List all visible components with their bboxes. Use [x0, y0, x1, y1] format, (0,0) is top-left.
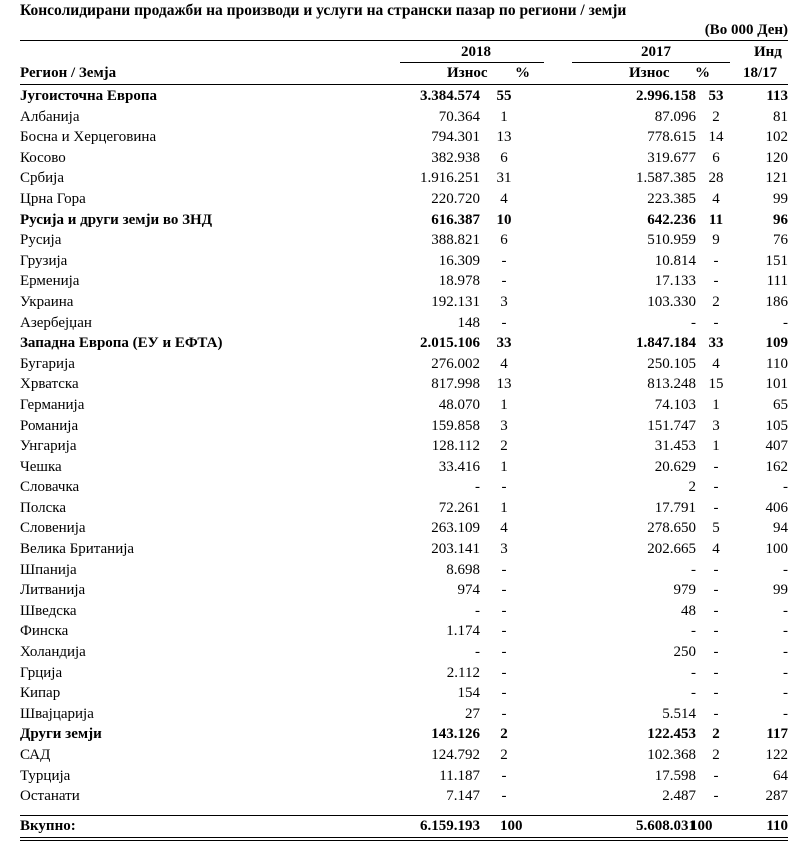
amount-2017-cell: 10.814	[654, 252, 696, 269]
pct-2017-cell: 28	[708, 170, 724, 187]
region-name-cell: Унгарија	[20, 438, 77, 455]
pct-2018-cell: 3	[500, 541, 508, 558]
amount-2018-cell: 192.131	[431, 293, 480, 310]
pct-2017-cell: -	[713, 623, 719, 640]
table-row	[20, 168, 788, 189]
amount-2018-cell: 154	[457, 685, 480, 702]
amount-2018-cell: 1.174	[446, 623, 480, 640]
amount-2017-cell: 278.650	[647, 520, 696, 537]
pct-2018-cell: -	[501, 314, 507, 331]
pct-2018-cell: -	[501, 685, 507, 702]
region-name-cell: Словачка	[20, 479, 80, 496]
table-row	[20, 745, 788, 766]
table-row	[20, 127, 788, 148]
region-name-cell: САД	[20, 747, 51, 763]
amount-2018-cell: 388.821	[431, 232, 480, 249]
region-name-cell: Хрватска	[20, 376, 79, 393]
amount-2017-cell: 813.248	[647, 376, 696, 393]
index-18-17-cell: -	[783, 479, 788, 496]
index-18-17-cell: 122	[765, 747, 788, 763]
region-name-cell: Кипар	[20, 685, 61, 702]
region-name-cell: Германија	[20, 396, 85, 413]
table-row	[20, 436, 788, 457]
index-18-17-cell: 120	[765, 149, 788, 166]
amount-2017-cell: 2.487	[662, 788, 696, 805]
index-18-17-cell: 94	[773, 520, 788, 537]
amount-2018-cell: 70.364	[438, 108, 480, 125]
pct-2017-cell: 53	[708, 88, 724, 104]
pct-2018-cell: -	[501, 788, 507, 805]
table-row	[20, 498, 788, 519]
amount-2017-cell: 17.598	[654, 767, 696, 784]
pct-2018-cell: 2	[500, 747, 508, 763]
table-row	[20, 663, 788, 684]
amount-2017-cell: 510.959	[647, 232, 696, 249]
index-18-17-cell: 102	[765, 129, 788, 146]
header-pct-2017: %	[695, 65, 710, 81]
table-row	[20, 518, 788, 539]
total-amount-2018: 6.159.193	[420, 818, 480, 834]
index-18-17-cell: 110	[766, 355, 788, 372]
table-row	[20, 580, 788, 601]
pct-2017-cell: 9	[712, 232, 720, 249]
pct-2018-cell: 13	[496, 129, 512, 146]
amount-2018-cell: 817.998	[431, 376, 480, 393]
region-name-cell: Црна Гора	[20, 190, 86, 207]
amount-2018-cell: 2.112	[446, 664, 480, 681]
region-name-cell: Швајцарија	[20, 705, 94, 722]
index-18-17-cell: -	[783, 685, 788, 702]
pct-2017-cell: 2	[712, 293, 720, 310]
amount-2017-cell: 20.629	[654, 458, 696, 475]
sales-table	[20, 86, 788, 807]
amount-2018-cell: -	[475, 602, 480, 619]
page-title: Консолидирани продажби на производи и услуги на странски пазар по региони / земји	[20, 2, 627, 19]
index-18-17-cell: -	[783, 705, 788, 722]
region-name-cell: Романија	[20, 417, 79, 434]
pct-2018-cell: 3	[500, 417, 508, 434]
index-18-17-cell: 101	[765, 376, 788, 393]
region-name-cell: Бугарија	[20, 355, 75, 372]
index-18-17-cell: 100	[765, 541, 788, 558]
index-18-17-cell: 109	[765, 335, 788, 352]
amount-2017-cell: 17.791	[654, 499, 696, 516]
region-name-cell: Чешка	[20, 458, 62, 475]
total-pct-2018: 100	[500, 818, 523, 834]
pct-2018-cell: 4	[500, 190, 508, 207]
table-row	[20, 395, 788, 416]
pct-2018-cell: -	[501, 561, 507, 578]
region-name-cell: Русија	[20, 232, 62, 249]
pct-2017-cell: -	[713, 602, 719, 619]
pct-2017-cell: -	[713, 314, 719, 331]
total-pct-2017: 100	[690, 818, 713, 834]
amount-2018-cell: 128.112	[431, 438, 480, 455]
total-index: 110	[766, 818, 788, 834]
pct-2018-cell: 33	[496, 335, 512, 352]
index-18-17-cell: 287	[765, 788, 788, 805]
amount-2017-cell: 979	[673, 582, 696, 599]
amount-2018-cell: 143.126	[431, 726, 480, 743]
table-row	[20, 621, 788, 642]
amount-2018-cell: 382.938	[431, 149, 480, 166]
region-name-cell: Русија и други земји во ЗНД	[20, 211, 213, 228]
amount-2017-cell: -	[691, 664, 696, 681]
header-amount-2017: Износ	[629, 65, 670, 81]
amount-2018-cell: 203.141	[431, 541, 480, 558]
region-name-cell: Полска	[20, 499, 66, 516]
table-row	[20, 560, 788, 581]
amount-2018-cell: 148	[457, 314, 480, 331]
pct-2017-cell: -	[713, 685, 719, 702]
pct-2018-cell: 2	[500, 726, 508, 743]
table-row	[20, 766, 788, 787]
pct-2018-cell: -	[501, 273, 507, 290]
amount-2018-cell: 794.301	[431, 129, 480, 146]
region-name-cell: Други земји	[20, 726, 102, 743]
header-pct-2018: %	[515, 65, 530, 81]
pct-2017-cell: -	[713, 479, 719, 496]
table-row	[20, 107, 788, 128]
table-row	[20, 86, 788, 107]
amount-2017-cell: 103.330	[647, 293, 696, 310]
amount-2018-cell: 2.015.106	[420, 335, 480, 352]
amount-2017-cell: 2.996.158	[636, 88, 696, 104]
region-name-cell: Ерменија	[20, 273, 80, 290]
table-row	[20, 271, 788, 292]
table-row	[20, 704, 788, 725]
header-region: Регион / Земја	[20, 65, 117, 81]
bottom-rule-2	[20, 840, 788, 841]
amount-2017-cell: 2	[688, 479, 696, 496]
amount-2018-cell: 276.002	[431, 355, 480, 372]
pct-2018-cell: -	[501, 602, 507, 619]
header-rule	[20, 84, 788, 85]
index-18-17-cell: 96	[773, 211, 788, 228]
pct-2018-cell: -	[501, 767, 507, 784]
header-year-2017: 2017	[641, 44, 671, 60]
amount-2017-cell: 122.453	[647, 726, 696, 743]
total-amount-2017: 5.608.031	[636, 818, 696, 834]
pct-2018-cell: 2	[500, 438, 508, 455]
region-name-cell: Југоисточна Европа	[20, 88, 157, 104]
index-18-17-cell: -	[783, 561, 788, 578]
region-name-cell: Украина	[20, 293, 74, 310]
region-name-cell: Азербејџан	[20, 314, 92, 331]
pct-2017-cell: 4	[712, 190, 720, 207]
region-name-cell: Шпанија	[20, 561, 77, 578]
pct-2018-cell: -	[501, 623, 507, 640]
table-row	[20, 148, 788, 169]
pct-2018-cell: 13	[496, 376, 512, 393]
amount-2017-cell: 778.615	[647, 129, 696, 146]
index-18-17-cell: 162	[765, 458, 788, 475]
amount-2017-cell: 5.514	[662, 705, 696, 722]
pct-2017-cell: 11	[708, 211, 724, 228]
amount-2018-cell: 33.416	[438, 458, 480, 475]
index-18-17-cell: 111	[766, 273, 788, 290]
table-row	[20, 601, 788, 622]
pct-2017-cell: 2	[712, 747, 720, 763]
region-name-cell: Останати	[20, 788, 80, 805]
table-row	[20, 189, 788, 210]
pct-2018-cell: 3	[500, 293, 508, 310]
amount-2018-cell: -	[475, 644, 480, 661]
pct-2017-cell: -	[713, 664, 719, 681]
region-name-cell: Србија	[20, 170, 64, 187]
pct-2018-cell: 4	[500, 355, 508, 372]
index-18-17-cell: 407	[765, 438, 788, 455]
region-name-cell: Западна Европа (ЕУ и ЕФТА)	[20, 335, 223, 352]
year-2018-rule	[400, 62, 544, 63]
region-name-cell: Шведска	[20, 602, 77, 619]
amount-2018-cell: 72.261	[438, 499, 480, 516]
amount-2017-cell: 1.587.385	[636, 170, 696, 187]
pct-2017-cell: 2	[712, 108, 720, 125]
pct-2017-cell: -	[713, 458, 719, 475]
pct-2017-cell: 1	[712, 396, 720, 413]
amount-2017-cell: 642.236	[647, 211, 696, 228]
pct-2017-cell: 3	[712, 417, 720, 434]
pct-2018-cell: 6	[500, 232, 508, 249]
pct-2017-cell: 5	[712, 520, 720, 537]
table-row	[20, 230, 788, 251]
amount-2018-cell: 27	[465, 705, 480, 722]
index-18-17-cell: 117	[766, 726, 788, 743]
pct-2018-cell: -	[501, 479, 507, 496]
pct-2017-cell: -	[713, 561, 719, 578]
index-18-17-cell: -	[783, 623, 788, 640]
unit-label: (Во 000 Ден)	[704, 22, 788, 38]
amount-2017-cell: -	[691, 623, 696, 640]
index-18-17-cell: -	[783, 644, 788, 661]
amount-2017-cell: 250.105	[647, 355, 696, 372]
top-rule	[20, 40, 788, 41]
pct-2018-cell: 4	[500, 520, 508, 537]
header-year-2018: 2018	[461, 44, 491, 60]
pct-2017-cell: 14	[708, 129, 724, 146]
pct-2017-cell: -	[713, 705, 719, 722]
table-row	[20, 457, 788, 478]
amount-2017-cell: 48	[681, 602, 696, 619]
table-row	[20, 416, 788, 437]
pct-2018-cell: -	[501, 664, 507, 681]
amount-2017-cell: 223.385	[647, 190, 696, 207]
bottom-rule-1	[20, 837, 788, 838]
table-row	[20, 210, 788, 231]
pct-2017-cell: -	[713, 644, 719, 661]
table-row	[20, 333, 788, 354]
amount-2017-cell: 1.847.184	[636, 335, 696, 352]
amount-2017-cell: -	[691, 685, 696, 702]
pct-2017-cell: -	[713, 767, 719, 784]
index-18-17-cell: 113	[766, 88, 788, 104]
amount-2017-cell: 17.133	[654, 273, 696, 290]
amount-2018-cell: 1.916.251	[420, 170, 480, 187]
table-row	[20, 539, 788, 560]
total-label: Вкупно:	[20, 818, 76, 834]
amount-2017-cell: 319.677	[647, 149, 696, 166]
amount-2018-cell: 48.070	[438, 396, 480, 413]
amount-2018-cell: 7.147	[446, 788, 480, 805]
region-name-cell: Велика Британија	[20, 541, 135, 558]
amount-2018-cell: 18.978	[438, 273, 480, 290]
pct-2017-cell: 6	[712, 149, 720, 166]
index-18-17-cell: 151	[765, 252, 788, 269]
header-index-top: Инд	[754, 44, 782, 60]
header-index-bottom: 18/17	[743, 65, 778, 81]
region-name-cell: Турција	[20, 767, 71, 784]
pct-2018-cell: 10	[496, 211, 512, 228]
pct-2017-cell: 4	[712, 541, 720, 558]
table-row	[20, 724, 788, 745]
pct-2017-cell: 33	[708, 335, 724, 352]
amount-2017-cell: 74.103	[654, 396, 696, 413]
pct-2018-cell: -	[501, 252, 507, 269]
amount-2017-cell: -	[691, 314, 696, 331]
pct-2018-cell: 1	[500, 108, 508, 125]
table-row	[20, 354, 788, 375]
pct-2018-cell: 55	[496, 88, 512, 104]
pct-2018-cell: 6	[500, 149, 508, 166]
region-name-cell: Косово	[20, 149, 66, 166]
index-18-17-cell: -	[783, 602, 788, 619]
pct-2017-cell: 2	[712, 726, 720, 743]
amount-2017-cell: 250	[673, 644, 696, 661]
pct-2018-cell: -	[501, 705, 507, 722]
index-18-17-cell: 81	[773, 108, 788, 125]
amount-2017-cell: 202.665	[647, 541, 696, 558]
table-row	[20, 374, 788, 395]
amount-2018-cell: 8.698	[446, 561, 480, 578]
index-18-17-cell: -	[783, 314, 788, 331]
pct-2018-cell: 1	[500, 499, 508, 516]
pct-2018-cell: 1	[500, 396, 508, 413]
pct-2017-cell: 15	[708, 376, 724, 393]
pct-2017-cell: -	[713, 582, 719, 599]
index-18-17-cell: 65	[773, 396, 788, 413]
amount-2018-cell: 124.792	[431, 747, 480, 763]
table-body	[20, 86, 788, 807]
pct-2017-cell: 1	[712, 438, 720, 455]
region-name-cell: Грузија	[20, 252, 68, 269]
pct-2018-cell: 1	[500, 458, 508, 475]
region-name-cell: Словенија	[20, 520, 86, 537]
pct-2017-cell: -	[713, 788, 719, 805]
year-2017-rule	[572, 62, 730, 63]
index-18-17-cell: 64	[773, 767, 788, 784]
amount-2017-cell: 31.453	[654, 438, 696, 455]
amount-2018-cell: 220.720	[431, 190, 480, 207]
table-row	[20, 642, 788, 663]
index-18-17-cell: 121	[765, 170, 788, 187]
amount-2018-cell: -	[475, 479, 480, 496]
amount-2017-cell: -	[691, 561, 696, 578]
region-name-cell: Литванија	[20, 582, 86, 599]
total-rule	[20, 815, 788, 816]
amount-2018-cell: 3.384.574	[420, 88, 480, 104]
pct-2017-cell: -	[713, 252, 719, 269]
index-18-17-cell: 105	[765, 417, 788, 434]
pct-2017-cell: 4	[712, 355, 720, 372]
region-name-cell: Босна и Херцеговина	[20, 129, 157, 146]
index-18-17-cell: 186	[765, 293, 788, 310]
index-18-17-cell: 406	[765, 499, 788, 516]
table-row	[20, 477, 788, 498]
region-name-cell: Холандија	[20, 644, 86, 661]
index-18-17-cell: -	[783, 664, 788, 681]
header-amount-2018: Износ	[447, 65, 488, 81]
table-row	[20, 786, 788, 807]
index-18-17-cell: 99	[773, 190, 788, 207]
amount-2017-cell: 151.747	[647, 417, 696, 434]
amount-2017-cell: 87.096	[654, 108, 696, 125]
pct-2018-cell: -	[501, 582, 507, 599]
region-name-cell: Финска	[20, 623, 69, 640]
pct-2018-cell: 31	[496, 170, 512, 187]
index-18-17-cell: 76	[773, 232, 788, 249]
pct-2017-cell: -	[713, 273, 719, 290]
region-name-cell: Грција	[20, 664, 63, 681]
amount-2018-cell: 16.309	[438, 252, 480, 269]
amount-2017-cell: 102.368	[647, 747, 696, 763]
pct-2017-cell: -	[713, 499, 719, 516]
amount-2018-cell: 159.858	[431, 417, 480, 434]
table-row	[20, 292, 788, 313]
pct-2018-cell: -	[501, 644, 507, 661]
index-18-17-cell: 99	[773, 582, 788, 599]
region-name-cell: Албанија	[20, 108, 80, 125]
table-row	[20, 313, 788, 334]
amount-2018-cell: 616.387	[431, 211, 480, 228]
amount-2018-cell: 11.187	[439, 767, 480, 784]
table-row	[20, 683, 788, 704]
amount-2018-cell: 263.109	[431, 520, 480, 537]
table-row	[20, 251, 788, 272]
amount-2018-cell: 974	[457, 582, 480, 599]
